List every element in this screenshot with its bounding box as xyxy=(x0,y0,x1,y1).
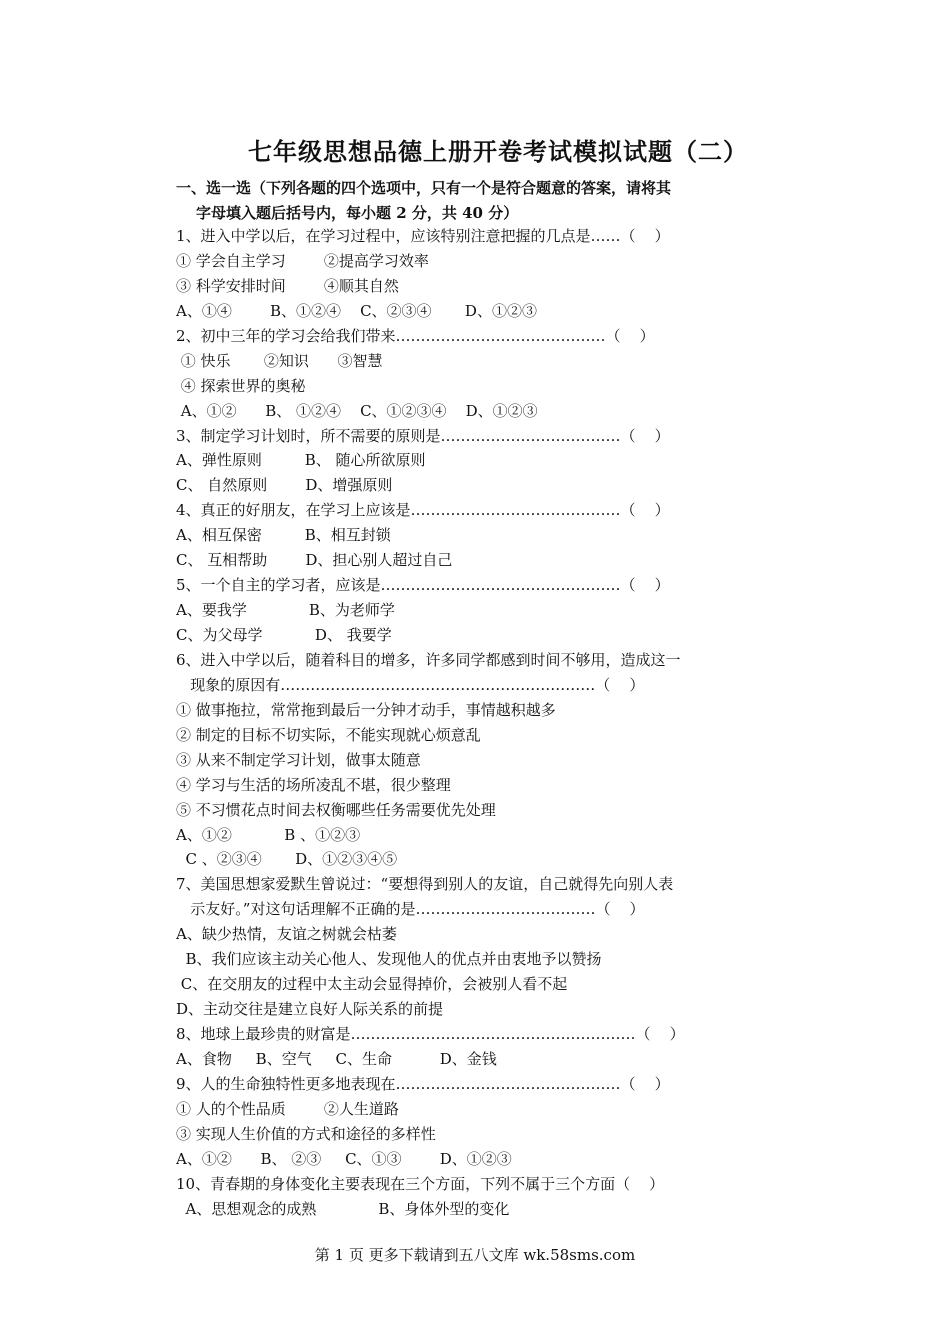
text-line: ① 做事拖拉，常常拖到最后一分钟才动手，事情越积越多 xyxy=(176,700,556,719)
text-line: A、缺少热情，友谊之树就会枯萎 xyxy=(176,925,397,944)
section-heading-line-2: 字母填入题后括号内，每小题 2 分，共 40 分） xyxy=(196,204,519,222)
text-line: 2、初中三年的学习会给我们带来……………………………………（ ） xyxy=(176,326,655,345)
text-line: 7、美国思想家爱默生曾说过：“要想得到别人的友谊，自己就得先向别人表 xyxy=(176,875,674,894)
text-line: C、 自然原则 D、增强原则 xyxy=(176,476,393,495)
text-line: D、主动交往是建立良好人际关系的前提 xyxy=(176,1000,444,1019)
text-line: A、思想观念的成熟 B、身体外型的变化 xyxy=(176,1199,510,1218)
text-line: A、食物 B、空气 C、生命 D、金钱 xyxy=(176,1049,497,1068)
question-list xyxy=(176,224,746,1222)
text-line: ③ 实现人生价值的方式和途径的多样性 xyxy=(176,1124,436,1143)
text-line: C、 互相帮助 D、担心别人超过自己 xyxy=(176,551,453,570)
text-line: C、为父母学 D、 我要学 xyxy=(176,626,392,644)
text-line: ① 人的个性品质 ②人生道路 xyxy=(176,1099,399,1118)
section-heading xyxy=(176,176,746,226)
text-line: ③ 从来不制定学习计划，做事太随意 xyxy=(176,750,421,769)
text-line: 9、人的生命独特性更多地表现在………………………………………（ ） xyxy=(176,1074,670,1093)
text-line: ① 学会自主学习 ②提高学习效率 xyxy=(176,251,429,270)
text-line: ② 制定的目标不切实际，不能实现就心烦意乱 xyxy=(176,725,481,744)
page-title: 七年级思想品德上册开卷考试模拟试题（二） xyxy=(248,137,748,166)
text-line: C 、②③④ D、①②③④⑤ xyxy=(176,850,398,869)
text-line: 3、制定学习计划时，所不需要的原则是………………………………（ ） xyxy=(176,426,670,445)
text-line: A、①② B 、①②③ xyxy=(176,825,361,844)
section-heading-line-1: 一、选一选（下列各题的四个选项中，只有一个是符合题意的答案，请将其 xyxy=(176,179,672,197)
text-line: A、要我学 B、为老师学 xyxy=(176,601,395,620)
text-line: A、弹性原则 B、 随心所欲原则 xyxy=(176,451,426,470)
text-line: ④ 学习与生活的场所凌乱不堪，很少整理 xyxy=(176,775,451,794)
text-line: 1、进入中学以后，在学习过程中，应该特别注意把握的几点是……（ ） xyxy=(176,227,670,245)
text-line: A、①② B、 ①②④ C、①②③④ D、①②③ xyxy=(176,401,538,420)
text-line: ⑤ 不习惯花点时间去权衡哪些任务需要优先处理 xyxy=(176,800,496,819)
text-line: ④ 探索世界的奥秘 xyxy=(176,376,306,395)
text-line: B、我们应该主动关心他人、发现他人的优点并由衷地予以赞扬 xyxy=(176,950,602,969)
page-footer: 第 1 页 更多下载请到五八文库 wk.58sms.com xyxy=(314,1246,636,1264)
text-line: ③ 科学安排时间 ④顺其自然 xyxy=(176,276,399,295)
text-line: A、①④ B、①②④ C、②③④ D、①②③ xyxy=(176,301,537,320)
text-line: 4、真正的好朋友，在学习上应该是……………………………………（ ） xyxy=(176,501,670,520)
text-line: 现象的原因有………………………………………………………（ ） xyxy=(176,675,645,694)
text-line: 8、地球上最珍贵的财富是…………………………………………………（ ） xyxy=(176,1025,685,1043)
text-line: A、①② B、 ②③ C、①③ D、①②③ xyxy=(176,1149,512,1168)
text-line: 6、进入中学以后，随着科目的增多，许多同学都感到时间不够用，造成这一 xyxy=(176,650,681,669)
text-line: 10、青春期的身体变化主要表现在三个方面，下列不属于三个方面（ ） xyxy=(176,1174,665,1193)
text-line: 5、一个自主的学习者，应该是…………………………………………（ ） xyxy=(176,576,670,595)
text-line: ① 快乐 ②知识 ③智慧 xyxy=(176,351,383,370)
text-line: A、相互保密 B、相互封锁 xyxy=(176,526,391,545)
text-line: 示友好。”对这句话理解不正确的是………………………………（ ） xyxy=(176,900,645,919)
text-line: C、在交朋友的过程中太主动会显得掉价，会被别人看不起 xyxy=(176,975,568,994)
